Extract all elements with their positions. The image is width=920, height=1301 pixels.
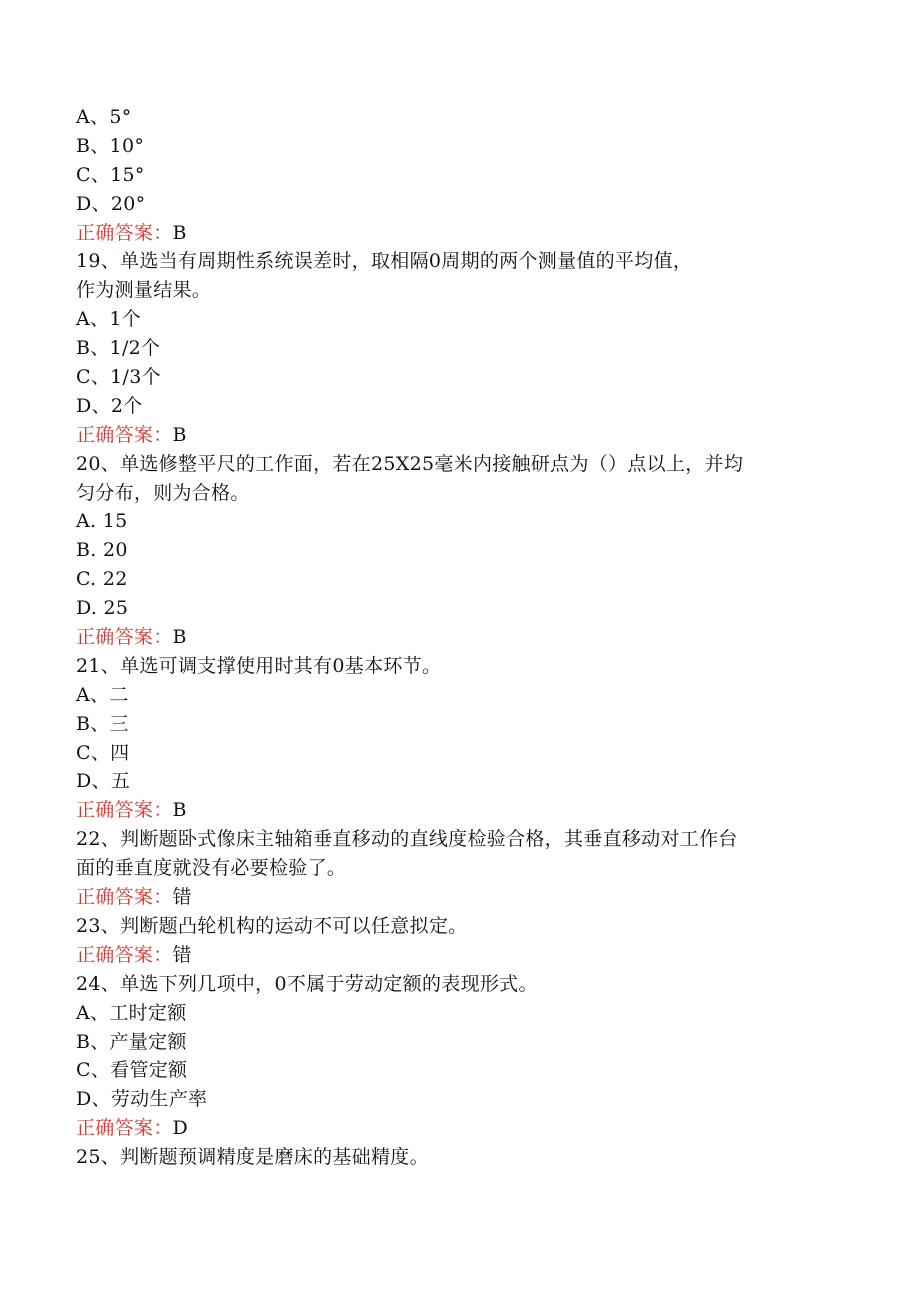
answer-label: 正确答案：: [76, 886, 173, 909]
option-c: C、四: [76, 741, 130, 764]
option-c: C. 22: [76, 568, 128, 591]
answer-line: [76, 219, 836, 248]
question-text: 20、单选修整平尺的工作面，若在25X25毫米内接触研点为（）点以上，并均: [76, 452, 744, 475]
option-b: B、产量定额: [76, 1030, 187, 1053]
answer-label: 正确答案：: [76, 799, 173, 822]
option-b: B、1/2个: [76, 337, 161, 360]
answer-label: 正确答案：: [76, 423, 173, 446]
answer-value: D: [172, 1117, 189, 1140]
answer-value: B: [172, 799, 187, 822]
option-d: D、20°: [76, 192, 146, 215]
answer-line: [76, 623, 836, 652]
option-d: D、劳动生产率: [76, 1088, 208, 1111]
answer-value: B: [172, 423, 187, 446]
question-text: 22、判断题卧式像床主轴箱垂直移动的直线度检验合格，其垂直移动对工作台: [76, 828, 738, 851]
question-text: 19、单选当有周期性系统误差时，取相隔0周期的两个测量值的平均值，: [76, 250, 693, 273]
answer-value: B: [172, 626, 187, 649]
answer-label: 正确答案：: [76, 1117, 173, 1140]
option-d: D、2个: [76, 394, 143, 417]
question-text: 23、判断题凸轮机构的运动不可以任意拟定。: [76, 914, 468, 937]
answer-value: B: [172, 221, 187, 244]
answer-line: [76, 941, 836, 970]
option-a: A、1个: [76, 308, 142, 331]
option-a: A、5°: [76, 106, 132, 128]
option-a: A、工时定额: [76, 1001, 187, 1024]
answer-value: 错: [172, 886, 192, 909]
question-text-cont: 作为测量结果。: [76, 279, 212, 302]
answer-value: 错: [172, 943, 192, 966]
option-d: D. 25: [76, 597, 129, 620]
option-a: A. 15: [76, 510, 128, 533]
option-c: C、1/3个: [76, 366, 161, 389]
option-b: B、10°: [76, 134, 145, 157]
answer-label: 正确答案：: [76, 626, 173, 649]
document-page: [76, 103, 836, 1172]
answer-line: [76, 421, 836, 450]
question-text: 21、单选可调支撑使用时其有0基本环节。: [76, 654, 442, 677]
question-text: 24、单选下列几项中，0不属于劳动定额的表现形式。: [76, 972, 538, 995]
answer-line: [76, 796, 836, 825]
answer-line: [76, 1114, 836, 1143]
answer-label: 正确答案：: [76, 943, 173, 966]
option-c: C、15°: [76, 163, 145, 186]
option-d: D、五: [76, 770, 131, 793]
option-c: C、看管定额: [76, 1059, 188, 1082]
question-text-cont: 匀分布，则为合格。: [76, 481, 250, 504]
option-b: B. 20: [76, 539, 128, 562]
option-b: B、三: [76, 712, 129, 735]
answer-line: [76, 883, 836, 912]
answer-label: 正确答案：: [76, 221, 173, 244]
question-text-cont: 面的垂直度就没有必要检验了。: [76, 857, 347, 880]
option-a: A、二: [76, 683, 129, 706]
question-text: 25、判断题预调精度是磨床的基础精度。: [76, 1146, 429, 1169]
